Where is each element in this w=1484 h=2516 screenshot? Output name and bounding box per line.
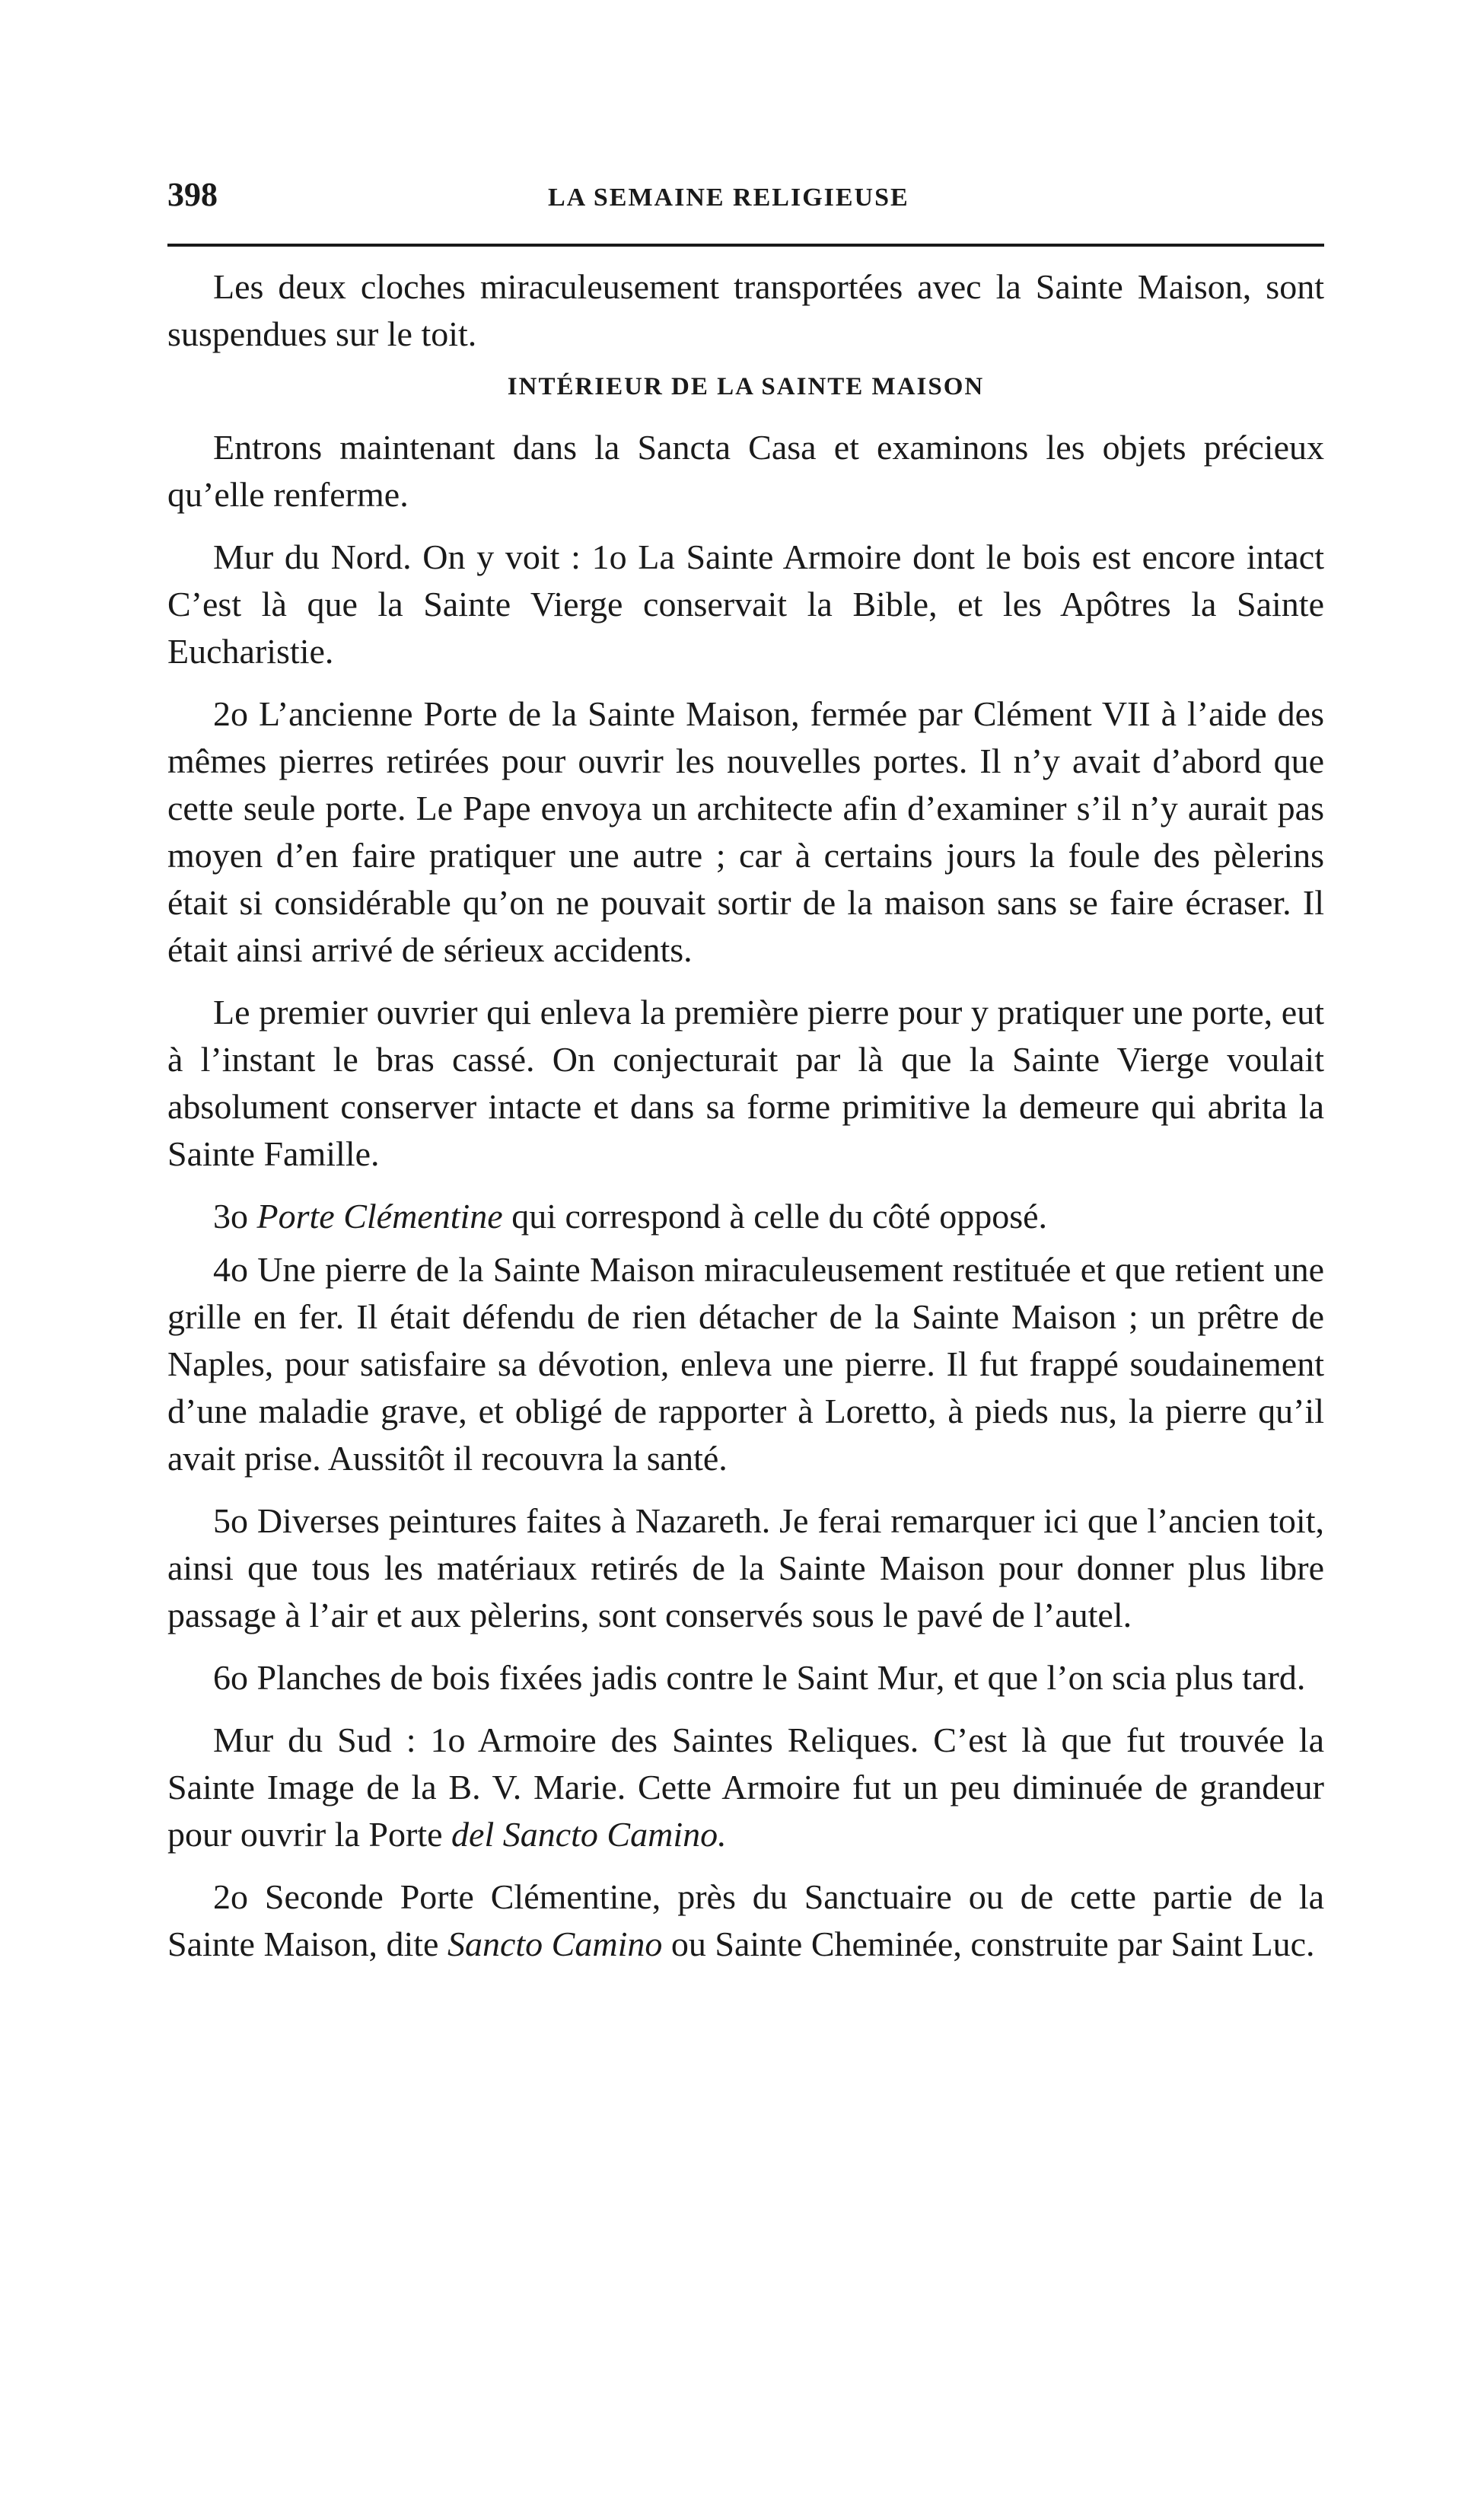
paragraph-ancienne-porte: 2o L’ancienne Porte de la Sainte Maison, fermée par Clément VII à l’aide des mêmes pierres retirées pour ouvrir les nouvelles portes. Il n’y avait d’abord que cette seule porte. Le Pape envoya un architecte afin d’examiner s’il n’y aurait pas moyen d’en faire pratiquer une autre ; car à certains jours la foule des pèlerins était si considérable qu’on ne pouvait sortir de la maison sans se faire écraser. Il était ainsi arrivé de sérieux accidents. [167,694,1324,969]
paragraph-text: ou Sainte Cheminée, construite par Saint Luc. [670,1924,1315,1963]
section-heading: INTÉRIEUR DE LA SAINTE MAISON [507,373,985,400]
running-title: LA SEMAINE RELIGIEUSE [548,183,909,212]
paragraph-mur-du-sud [167,1717,1324,1858]
paragraph-seconde-porte [167,1873,1324,1968]
paragraph-peintures: 5o Diverses peintures faites à Nazareth. Je ferai remarquer ici que l’ancien toit, ainsi que tous les matériaux retirés de la Sainte Maison pour donner plus libre passage à l’air et aux pèlerins, sont conservés sous le pavé de l’autel. [167,1501,1324,1634]
italic-term: Porte Clémentine [256,1197,503,1236]
paragraph-planches: 6o Planches de bois fixées jadis contre le Saint Mur, et que l’on scia plus tard. [213,1658,1306,1697]
header-rule [167,244,1324,247]
list-marker: 3o [213,1197,248,1236]
book-page [167,175,1324,1983]
paragraph-text: qui correspond à celle du côté opposé. [511,1197,1048,1236]
paragraph-entrons: Entrons maintenant dans la Sancta Casa et examinons les objets précieux qu’elle renferme. [167,428,1324,514]
page-number: 398 [167,176,218,213]
paragraph-premier-ouvrier: Le premier ouvrier qui enleva la première pierre pour y pratiquer une porte, eut à l’instant le bras cassé. On conjecturait par là que la Sainte Vierge voulait absolument conserver intacte et dans sa forme primitive la demeure qui abrita la Sainte Famille. [167,993,1324,1173]
paragraph-cloches: Les deux cloches miraculeusement transportées avec la Sainte Maison, sont suspendues sur le toit. [167,267,1324,353]
italic-term: Sancto Camino [447,1924,663,1963]
paragraph-text: Mur du Sud : 1o Armoire des Saintes Reliques. C’est là que fut trouvée la Sainte Image de la B. V. Marie. Cette Armoire fut un peu diminuée de grandeur pour ouvrir la Porte [167,1720,1324,1854]
italic-term: del Sancto Camino. [451,1815,727,1854]
running-header [167,175,1324,228]
paragraph-mur-du-nord: Mur du Nord. On y voit : 1o La Sainte Armoire dont le bois est encore intact C’est là que la Sainte Vierge conservait la Bible, et les Apôtres la Sainte Eucharistie. [167,537,1324,671]
paragraph-pierre: 4o Une pierre de la Sainte Maison miraculeusement restituée et que retient une grille en fer. Il était défendu de rien détacher de la Sainte Maison ; un prêtre de Naples, pour satisfaire sa dévotion, enleva une pierre. Il fut frappé soudainement d’une maladie grave, et obligé de rapporter à Loretto, à pieds nus, la pierre qu’il avait prise. Aussitôt il recouvra la santé. [167,1250,1324,1478]
paragraph-text: 2o Seconde Porte Clémentine, près du Sanctuaire ou de cette partie de la Sainte Maison, dite [167,1877,1324,1963]
paragraph-porte-clementine [167,1193,1324,1240]
